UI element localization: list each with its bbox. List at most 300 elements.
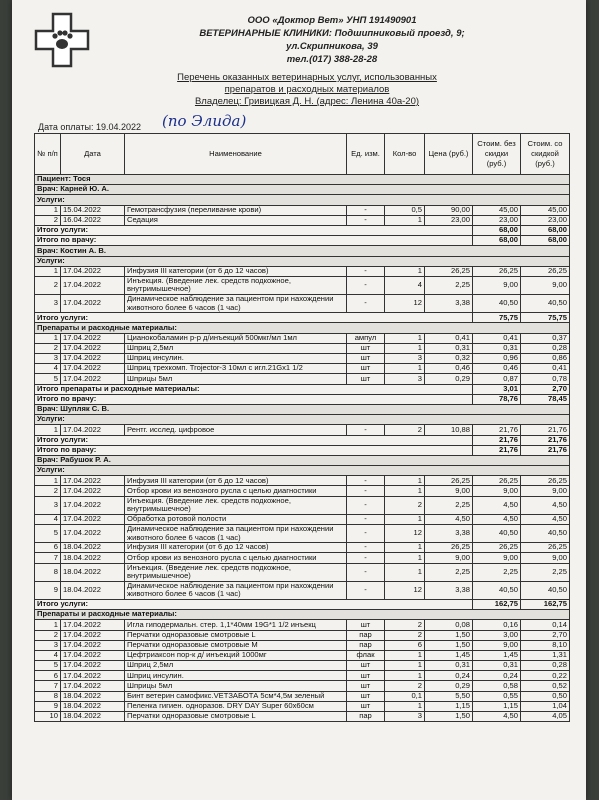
row-name: Отбор крови из венозного русла с целью диагностики [125, 553, 347, 563]
row-price: 3,38 [425, 525, 473, 543]
col-name: Наименование [125, 134, 347, 175]
row-total: 0,46 [473, 364, 521, 374]
section-row [35, 404, 570, 414]
table-row [35, 701, 570, 711]
doc-title-line1: Перечень оказанных ветеринарных услуг, использованных [177, 72, 437, 83]
row-qty: 1 [385, 343, 425, 353]
row-name: Инъекция. (Введение лек. средств подкожное, внутримышечное) [125, 496, 347, 514]
row-discounted: 4,50 [521, 514, 570, 524]
row-discounted: 4,50 [521, 496, 570, 514]
row-discounted: 26,25 [521, 476, 570, 486]
table-row [35, 563, 570, 581]
section-row [35, 415, 570, 425]
row-date: 18.04.2022 [61, 701, 125, 711]
row-date: 17.04.2022 [61, 333, 125, 343]
row-number: 4 [35, 364, 61, 374]
total-amount: 75,75 [473, 313, 521, 323]
table-row [35, 266, 570, 276]
row-unit: - [347, 553, 385, 563]
row-name: Шприц трехкомп. Trojector-3 10мл с игл.21Gx1 1/2 [125, 364, 347, 374]
total-amount: 68,00 [473, 225, 521, 235]
total-amount: 3,01 [473, 384, 521, 394]
row-unit: - [347, 543, 385, 553]
row-total: 40,50 [473, 525, 521, 543]
row-unit: - [347, 581, 385, 599]
section-row [35, 246, 570, 256]
row-price: 0,41 [425, 333, 473, 343]
row-unit: - [347, 496, 385, 514]
clinic-phone: тел.(017) 388-28-28 [286, 54, 378, 65]
row-name: Динамическое наблюдение за пациентом при нахождении животного более 6 часов (1 час) [125, 525, 347, 543]
row-qty: 3 [385, 374, 425, 384]
row-name: Обработка ротовой полости [125, 514, 347, 524]
table-row [35, 712, 570, 722]
row-name: Перчатки одноразовые смотровые M [125, 640, 347, 650]
row-price: 26,25 [425, 543, 473, 553]
row-unit: шт [347, 354, 385, 364]
total-label: Итого услуги: [35, 435, 473, 445]
table-row [35, 374, 570, 384]
row-name: Рентг. исслед. цифровое [125, 425, 347, 435]
row-discounted: 45,00 [521, 205, 570, 215]
table-row [35, 620, 570, 630]
table-row [35, 543, 570, 553]
row-qty: 1 [385, 553, 425, 563]
table-row [35, 630, 570, 640]
row-name: Игла гиподермальн. стер. 1,1*40мм 19G*1 1/2 инъекц [125, 620, 347, 630]
row-date: 17.04.2022 [61, 620, 125, 630]
row-qty: 1 [385, 364, 425, 374]
section-label: Услуги: [35, 256, 570, 266]
row-number: 4 [35, 650, 61, 660]
row-number: 1 [35, 425, 61, 435]
row-discounted: 40,50 [521, 525, 570, 543]
row-qty: 0,5 [385, 205, 425, 215]
row-qty: 1 [385, 266, 425, 276]
row-qty: 1 [385, 671, 425, 681]
col-number: № п/п [35, 134, 61, 175]
row-number: 3 [35, 640, 61, 650]
col-price: Цена (руб.) [425, 134, 473, 175]
row-qty: 12 [385, 581, 425, 599]
row-number: 2 [35, 343, 61, 353]
row-price: 1,50 [425, 630, 473, 640]
total-discounted: 75,75 [521, 313, 570, 323]
row-number: 3 [35, 354, 61, 364]
row-unit: - [347, 486, 385, 496]
row-unit: шт [347, 620, 385, 630]
section-row [35, 256, 570, 266]
row-price: 0,46 [425, 364, 473, 374]
row-unit: шт [347, 691, 385, 701]
row-date: 18.04.2022 [61, 691, 125, 701]
row-unit: пар [347, 712, 385, 722]
row-discounted: 4,05 [521, 712, 570, 722]
section-label: Пациент: Тося [35, 175, 570, 185]
row-price: 26,25 [425, 266, 473, 276]
row-name: Перчатки одноразовые смотровые L [125, 712, 347, 722]
row-date: 17.04.2022 [61, 476, 125, 486]
total-discounted: 2,70 [521, 384, 570, 394]
total-amount: 78,76 [473, 394, 521, 404]
row-total: 0,87 [473, 374, 521, 384]
row-discounted: 0,37 [521, 333, 570, 343]
row-total: 0,55 [473, 691, 521, 701]
table-row [35, 691, 570, 701]
row-price: 9,00 [425, 486, 473, 496]
row-total: 40,50 [473, 581, 521, 599]
row-discounted: 9,00 [521, 553, 570, 563]
section-row [35, 323, 570, 333]
row-number: 8 [35, 691, 61, 701]
row-number: 9 [35, 701, 61, 711]
row-discounted: 0,86 [521, 354, 570, 364]
row-price: 1,50 [425, 712, 473, 722]
vet-clinic-logo [34, 12, 90, 68]
row-discounted: 0,22 [521, 671, 570, 681]
col-date: Дата [61, 134, 125, 175]
row-total: 4,50 [473, 712, 521, 722]
section-row [35, 175, 570, 185]
row-number: 6 [35, 671, 61, 681]
row-name: Пеленка гигиен. одноразов. DRY DAY Super 60х60см [125, 701, 347, 711]
row-qty: 1 [385, 486, 425, 496]
row-number: 3 [35, 295, 61, 313]
row-name: Цианокобаламин р-р д/инъекций 500мкг/мл 1мл [125, 333, 347, 343]
row-number: 10 [35, 712, 61, 722]
row-discounted: 2,70 [521, 630, 570, 640]
row-date: 16.04.2022 [61, 215, 125, 225]
row-discounted: 2,25 [521, 563, 570, 581]
total-discounted: 21,76 [521, 445, 570, 455]
row-total: 21,76 [473, 425, 521, 435]
row-qty: 3 [385, 712, 425, 722]
row-total: 23,00 [473, 215, 521, 225]
row-qty: 3 [385, 354, 425, 364]
row-date: 17.04.2022 [61, 661, 125, 671]
table-row [35, 364, 570, 374]
row-price: 5,50 [425, 691, 473, 701]
row-number: 3 [35, 496, 61, 514]
total-label: Итого услуги: [35, 313, 473, 323]
row-number: 7 [35, 681, 61, 691]
total-row [35, 445, 570, 455]
row-number: 2 [35, 630, 61, 640]
row-unit: пар [347, 640, 385, 650]
total-label: Итого по врачу: [35, 394, 473, 404]
section-row [35, 195, 570, 205]
table-row [35, 640, 570, 650]
row-date: 17.04.2022 [61, 630, 125, 640]
row-number: 1 [35, 476, 61, 486]
doc-title-line2: препаратов и расходных материалов [224, 84, 390, 95]
row-discounted: 9,00 [521, 276, 570, 294]
row-price: 0,29 [425, 681, 473, 691]
row-unit: - [347, 276, 385, 294]
table-row [35, 650, 570, 660]
row-discounted: 40,50 [521, 295, 570, 313]
section-label: Услуги: [35, 415, 570, 425]
row-qty: 2 [385, 496, 425, 514]
row-unit: - [347, 205, 385, 215]
section-label: Услуги: [35, 195, 570, 205]
row-total: 9,00 [473, 276, 521, 294]
row-price: 9,00 [425, 553, 473, 563]
row-date: 17.04.2022 [61, 276, 125, 294]
table-row [35, 215, 570, 225]
total-row [35, 236, 570, 246]
total-row [35, 384, 570, 394]
table-row [35, 476, 570, 486]
row-total: 0,96 [473, 354, 521, 364]
row-name: Инфузия III категории (от 6 до 12 часов) [125, 266, 347, 276]
total-row [35, 225, 570, 235]
row-name: Отбор крови из венозного русла с целью диагностики [125, 486, 347, 496]
total-amount: 162,75 [473, 599, 521, 609]
document-sheet [12, 0, 586, 800]
row-number: 6 [35, 543, 61, 553]
row-discounted: 26,25 [521, 266, 570, 276]
row-unit: шт [347, 661, 385, 671]
row-unit: ампул [347, 333, 385, 343]
row-number: 2 [35, 486, 61, 496]
section-row [35, 466, 570, 476]
total-row [35, 435, 570, 445]
table-row [35, 525, 570, 543]
row-number: 1 [35, 620, 61, 630]
row-name: Шприц 2,5мл [125, 343, 347, 353]
row-qty: 1 [385, 476, 425, 486]
row-number: 5 [35, 525, 61, 543]
services-table [34, 133, 570, 722]
row-discounted: 23,00 [521, 215, 570, 225]
row-qty: 1 [385, 563, 425, 581]
row-total: 9,00 [473, 640, 521, 650]
row-name: Динамическое наблюдение за пациентом при нахождении животного более 6 часов (1 час) [125, 295, 347, 313]
col-total: Стоим. без скидки (руб.) [473, 134, 521, 175]
total-row [35, 599, 570, 609]
row-date: 17.04.2022 [61, 650, 125, 660]
row-date: 18.04.2022 [61, 581, 125, 599]
row-price: 2,25 [425, 496, 473, 514]
row-total: 1,15 [473, 701, 521, 711]
row-discounted: 0,50 [521, 691, 570, 701]
row-name: Гемотрансфузия (переливание крови) [125, 205, 347, 215]
row-unit: - [347, 563, 385, 581]
row-price: 1,50 [425, 640, 473, 650]
row-discounted: 40,50 [521, 581, 570, 599]
total-label: Итого услуги: [35, 225, 473, 235]
row-name: Перчатки одноразовые смотровые L [125, 630, 347, 640]
row-unit: - [347, 215, 385, 225]
row-price: 90,00 [425, 205, 473, 215]
row-price: 1,15 [425, 701, 473, 711]
row-date: 18.04.2022 [61, 553, 125, 563]
row-date: 17.04.2022 [61, 425, 125, 435]
row-discounted: 0,28 [521, 661, 570, 671]
row-unit: шт [347, 364, 385, 374]
row-total: 9,00 [473, 553, 521, 563]
row-number: 1 [35, 205, 61, 215]
clinic-address-line-2: ул.Скрипникова, 39 [286, 41, 378, 52]
row-unit: шт [347, 374, 385, 384]
section-label: Врач: Карней Ю. А. [35, 185, 570, 195]
row-qty: 4 [385, 276, 425, 294]
row-price: 10,88 [425, 425, 473, 435]
row-date: 17.04.2022 [61, 496, 125, 514]
row-qty: 2 [385, 681, 425, 691]
row-total: 1,45 [473, 650, 521, 660]
row-total: 2,25 [473, 563, 521, 581]
row-name: Инфузия III категории (от 6 до 12 часов) [125, 476, 347, 486]
row-qty: 2 [385, 425, 425, 435]
row-price: 0,32 [425, 354, 473, 364]
table-row [35, 661, 570, 671]
row-date: 17.04.2022 [61, 671, 125, 681]
table-row [35, 671, 570, 681]
row-name: Седация [125, 215, 347, 225]
row-discounted: 0,41 [521, 364, 570, 374]
row-discounted: 21,76 [521, 425, 570, 435]
row-price: 3,38 [425, 581, 473, 599]
row-unit: - [347, 525, 385, 543]
row-qty: 1 [385, 701, 425, 711]
row-name: Шприц 2,5мл [125, 661, 347, 671]
row-total: 3,00 [473, 630, 521, 640]
row-qty: 1 [385, 514, 425, 524]
row-qty: 0,1 [385, 691, 425, 701]
section-label: Врач: Рабушок Р. А. [35, 455, 570, 465]
row-price: 26,25 [425, 476, 473, 486]
row-number: 4 [35, 514, 61, 524]
table-row [35, 496, 570, 514]
row-date: 17.04.2022 [61, 354, 125, 364]
row-number: 5 [35, 661, 61, 671]
row-total: 0,58 [473, 681, 521, 691]
row-price: 0,29 [425, 374, 473, 384]
total-discounted: 68,00 [521, 225, 570, 235]
total-label: Итого услуги: [35, 599, 473, 609]
row-unit: - [347, 476, 385, 486]
row-name: Цефтриаксон пор-к д/ инъекций 1000мг [125, 650, 347, 660]
row-date: 15.04.2022 [61, 205, 125, 215]
row-qty: 1 [385, 543, 425, 553]
row-number: 7 [35, 553, 61, 563]
row-total: 4,50 [473, 496, 521, 514]
row-name: Инфузия III категории (от 6 до 12 часов) [125, 543, 347, 553]
row-number: 2 [35, 215, 61, 225]
row-number: 2 [35, 276, 61, 294]
row-price: 0,08 [425, 620, 473, 630]
row-total: 26,25 [473, 266, 521, 276]
row-qty: 1 [385, 215, 425, 225]
row-unit: пар [347, 630, 385, 640]
row-total: 45,00 [473, 205, 521, 215]
row-qty: 6 [385, 640, 425, 650]
total-amount: 68,00 [473, 236, 521, 246]
row-number: 1 [35, 333, 61, 343]
row-discounted: 0,28 [521, 343, 570, 353]
table-row [35, 486, 570, 496]
total-label: Итого препараты и расходные материалы: [35, 384, 473, 394]
row-total: 0,16 [473, 620, 521, 630]
total-label: Итого по врачу: [35, 445, 473, 455]
row-qty: 1 [385, 650, 425, 660]
table-row [35, 333, 570, 343]
row-date: 17.04.2022 [61, 514, 125, 524]
row-date: 18.04.2022 [61, 563, 125, 581]
col-qty: Кол-во [385, 134, 425, 175]
row-date: 17.04.2022 [61, 364, 125, 374]
total-label: Итого по врачу: [35, 236, 473, 246]
row-price: 2,25 [425, 276, 473, 294]
table-row [35, 581, 570, 599]
total-row [35, 313, 570, 323]
handwritten-note: (по Элида) [162, 112, 247, 130]
section-label: Препараты и расходные материалы: [35, 323, 570, 333]
row-date: 18.04.2022 [61, 712, 125, 722]
row-qty: 12 [385, 295, 425, 313]
row-total: 0,41 [473, 333, 521, 343]
row-total: 26,25 [473, 543, 521, 553]
row-price: 0,24 [425, 671, 473, 681]
total-discounted: 21,76 [521, 435, 570, 445]
row-unit: шт [347, 681, 385, 691]
row-date: 17.04.2022 [61, 486, 125, 496]
payment-date: Дата оплаты: 19.04.2022 [38, 122, 142, 132]
row-price: 23,00 [425, 215, 473, 225]
row-total: 9,00 [473, 486, 521, 496]
row-date: 17.04.2022 [61, 343, 125, 353]
row-number: 8 [35, 563, 61, 581]
section-label: Врач: Костин А. В. [35, 246, 570, 256]
row-date: 17.04.2022 [61, 681, 125, 691]
row-unit: - [347, 425, 385, 435]
table-row [35, 343, 570, 353]
total-amount: 21,76 [473, 445, 521, 455]
row-name: Шприц инсулин. [125, 671, 347, 681]
table-row [35, 276, 570, 294]
row-discounted: 0,52 [521, 681, 570, 691]
row-qty: 1 [385, 333, 425, 343]
row-unit: - [347, 514, 385, 524]
row-price: 3,38 [425, 295, 473, 313]
total-discounted: 162,75 [521, 599, 570, 609]
row-unit: - [347, 295, 385, 313]
owner-line: Владелец: Гривицкая Д. Н. (адрес: Ленина 40а-20) [194, 96, 420, 107]
row-total: 26,25 [473, 476, 521, 486]
row-discounted: 8,10 [521, 640, 570, 650]
row-price: 4,50 [425, 514, 473, 524]
row-unit: шт [347, 701, 385, 711]
org-name: ООО «Доктор Вет» УНП 191490901 [247, 15, 417, 26]
row-number: 1 [35, 266, 61, 276]
col-discounted: Стоим. со скидкой (руб.) [521, 134, 570, 175]
row-unit: - [347, 266, 385, 276]
row-unit: шт [347, 343, 385, 353]
row-name: Бинт ветерин самофикс.VETЗАБОТА 5см*4,5м зеленый [125, 691, 347, 701]
row-discounted: 9,00 [521, 486, 570, 496]
row-total: 40,50 [473, 295, 521, 313]
row-unit: флак [347, 650, 385, 660]
row-discounted: 1,31 [521, 650, 570, 660]
row-date: 17.04.2022 [61, 374, 125, 384]
table-row [35, 514, 570, 524]
row-total: 0,31 [473, 343, 521, 353]
row-unit: шт [347, 671, 385, 681]
row-qty: 2 [385, 620, 425, 630]
table-body [35, 175, 570, 722]
